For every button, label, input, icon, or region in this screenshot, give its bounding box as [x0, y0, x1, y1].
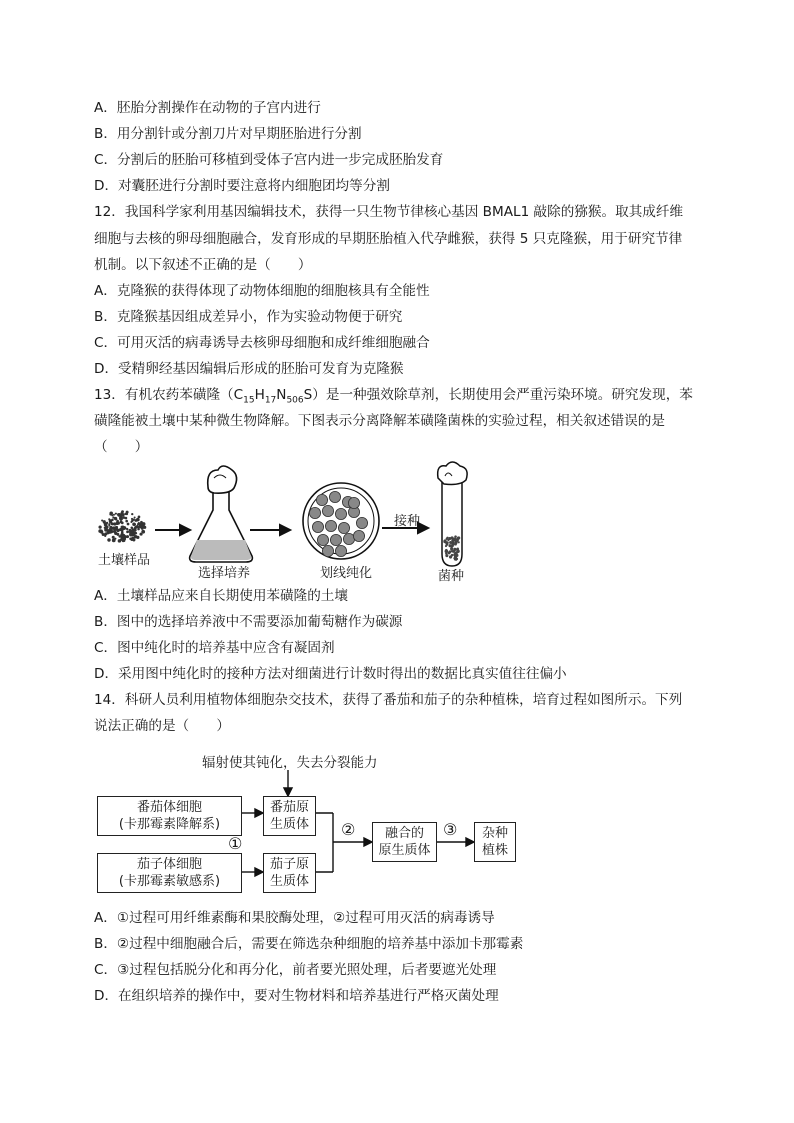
- eggplant-protoplast-line-1: 茄子原: [269, 857, 309, 872]
- q11-option-b: B．用分割针或分割刀片对早期胚胎进行分割: [94, 126, 362, 142]
- eggplant-somatic-cell-box: [97, 853, 242, 893]
- tomato-protoplast-box: [263, 796, 316, 836]
- q13-option-c: C．图中纯化时的培养基中应含有凝固剂: [94, 640, 335, 656]
- q11-option-a: A．胚胎分割操作在动物的子宫内进行: [94, 100, 321, 116]
- fused-protoplast-line-1: 融合的: [384, 826, 424, 841]
- q12-option-b: B．克隆猴基因组成差异小，作为实验动物便于研究: [94, 309, 403, 325]
- q14-option-b: B．②过程中细胞融合后，需要在筛选杂种细胞的培养基中添加卡那霉素: [94, 936, 524, 952]
- eggplant-cell-note: (卡那霉素敏感系): [118, 874, 221, 889]
- eggplant-protoplast-box: [263, 853, 316, 893]
- fused-protoplast-box: [372, 822, 437, 862]
- q13-stem-line-2: 磺隆能被土壤中某种微生物降解。下图表示分离降解苯磺隆菌株的实验过程，相关叙述错误的是: [94, 413, 665, 429]
- q14-option-a: A．①过程可用纤维素酶和果胶酶处理，②过程可用灭活的病毒诱导: [94, 910, 495, 926]
- hybrid-plant-box: [474, 822, 516, 862]
- q13-stem-line-1: 13．有机农药苯磺隆$(C_{15}H_{17}N_{506}S)$是一种强效除草剂，长期使用会严重污染环境。研究发现，苯: [94, 387, 693, 406]
- q14-stem-line-2: 说法正确的是（ ）: [94, 718, 230, 734]
- fused-protoplast-line-2: 原生质体: [378, 843, 431, 858]
- q13-option-a: A．土壤样品应来自长期使用苯磺隆的土壤: [94, 588, 348, 604]
- q11-option-d: D．对囊胚进行分割时要注意将内细胞团均等分割: [94, 178, 390, 194]
- q12-stem-line-1: 12．我国科学家利用基因编辑技术，获得一只生物节律核心基因 BMAL1 敲除的猕猴。取其成纤维: [94, 204, 684, 220]
- q12-option-a: A．克隆猴的获得体现了动物体细胞的细胞核具有全能性: [94, 283, 430, 299]
- hybrid-plant-line-1: 杂种: [481, 826, 508, 841]
- streak-purification-label: 划线纯化: [320, 566, 373, 581]
- step-1-marker: ①: [228, 834, 243, 853]
- tomato-somatic-cell-box: [97, 796, 242, 836]
- q12-stem-line-2: 细胞与去核的卵母细胞融合，发育形成的早期胚胎植入代孕雌猴，获得 5 只克隆猴，用于研究节律: [94, 231, 683, 247]
- q11-option-c: C．分割后的胚胎可移植到受体子宫内进一步完成胚胎发育: [94, 152, 444, 168]
- tomato-cell-label: 番茄体细胞: [136, 800, 202, 815]
- strain-label: 菌种: [438, 569, 465, 584]
- q14-option-c: C．③过程包括脱分化和再分化，前者要光照处理，后者要遮光处理: [94, 962, 497, 978]
- q13-stem-line-3: （ ）: [94, 439, 149, 455]
- tomato-protoplast-line-2: 生质体: [269, 817, 309, 832]
- eggplant-cell-label: 茄子体细胞: [136, 857, 202, 872]
- step-2-marker: ②: [341, 820, 356, 839]
- soil-sample-label: 土壤样品: [98, 553, 151, 568]
- q12-stem-line-3: 机制。以下叙述不正确的是（ ）: [94, 257, 312, 273]
- tomato-cell-note: (卡那霉素降解系): [118, 817, 221, 832]
- q13-option-d: D．采用图中纯化时的接种方法对细菌进行计数时得出的数据比真实值往往偏小: [94, 666, 567, 682]
- q13-option-b: B．图中的选择培养液中不需要添加葡萄糖作为碳源: [94, 614, 403, 630]
- tomato-protoplast-line-1: 番茄原: [269, 800, 309, 815]
- selective-culture-label: 选择培养: [198, 566, 251, 581]
- hybrid-plant-line-2: 植株: [481, 843, 508, 858]
- step-3-marker: ③: [443, 820, 458, 839]
- q12-option-d: D．受精卵经基因编辑后形成的胚胎可发育为克隆猴: [94, 361, 404, 377]
- eggplant-protoplast-line-2: 生质体: [269, 874, 309, 889]
- radiation-label: 辐射使其钝化，失去分裂能力: [202, 755, 378, 771]
- q14-stem-line-1: 14．科研人员利用植物体细胞杂交技术，获得了番茄和茄子的杂种植株，培育过程如图所示。下列: [94, 692, 683, 708]
- q14-option-d: D．在组织培养的操作中，要对生物材料和培养基进行严格灭菌处理: [94, 988, 499, 1004]
- q12-option-c: C．可用灭活的病毒诱导去核卵母细胞和成纤维细胞融合: [94, 335, 430, 351]
- inoculate-label: 接种: [394, 514, 421, 529]
